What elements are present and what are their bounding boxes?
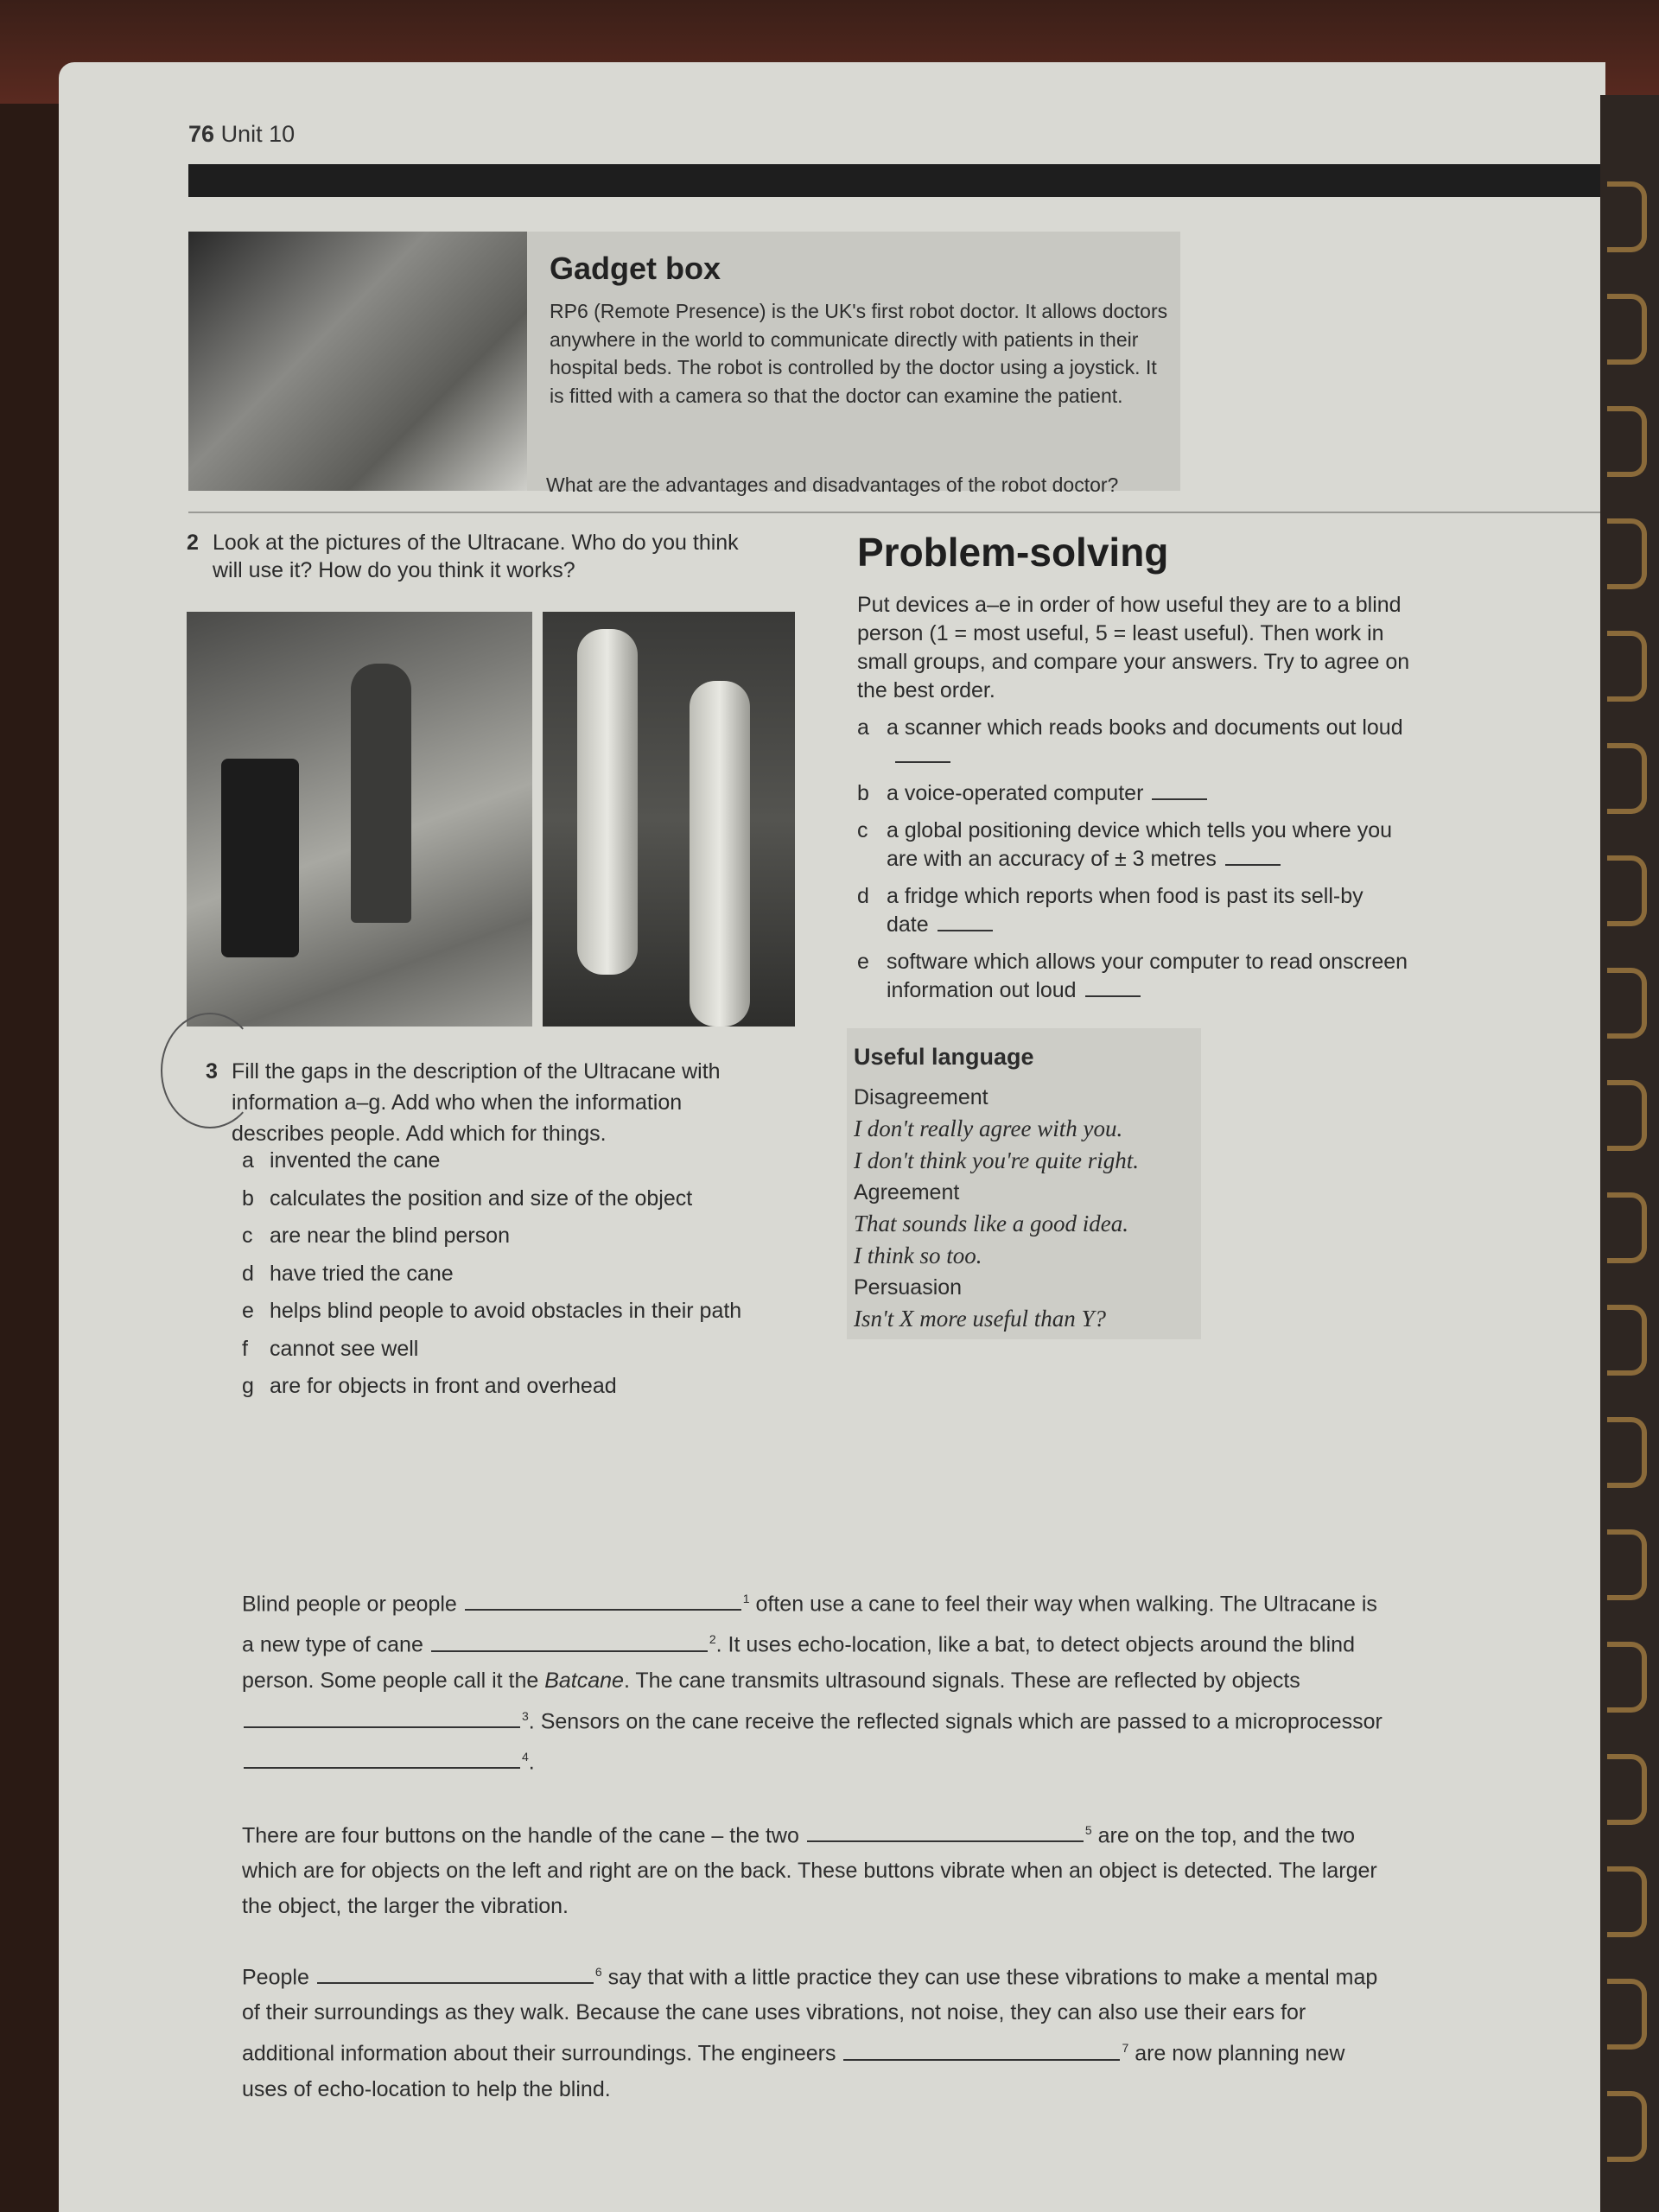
phrase: I think so too.	[854, 1243, 982, 1268]
gap-5[interactable]	[807, 1840, 1084, 1842]
exercise-3-line3: describes people. Add which for things.	[232, 1122, 607, 1146]
binding-ring	[1607, 1866, 1647, 1937]
text-span: . Sensors on the cane receive the reflected signals which are passed to a microprocessor	[528, 1708, 1382, 1733]
robot-doctor-photo	[188, 232, 527, 491]
running-head	[188, 121, 295, 148]
gap-number: 2	[709, 1632, 716, 1647]
blind-user-figure	[351, 664, 411, 923]
problem-solving-list	[857, 714, 1410, 1014]
gap-text-paragraph-2	[242, 1813, 1391, 1924]
phrase: I don't think you're quite right.	[854, 1147, 1139, 1173]
gap-number: 4	[522, 1749, 529, 1764]
phrase: Isn't X more useful than Y?	[854, 1306, 1107, 1332]
list-item	[242, 1180, 847, 1218]
exercise-3-line2: information a–g. Add who when the information	[232, 1090, 683, 1115]
exercise-2-number: 2	[187, 531, 199, 555]
gap-2[interactable]	[431, 1650, 708, 1652]
gap-number: 5	[1084, 1823, 1092, 1837]
binding-ring	[1607, 743, 1647, 814]
item-letter: e	[857, 950, 869, 974]
item-text: a scanner which reads books and documents out loud	[887, 715, 1403, 740]
binding-ring	[1607, 1979, 1647, 2050]
text-span: . The cane transmits ultrasound signals. These are reflected by objects	[623, 1668, 1300, 1693]
list-item	[242, 1293, 847, 1331]
item-text: a global positioning device which tells you where you are with an accuracy of ± 3 metres	[887, 818, 1393, 871]
binding-ring	[1607, 2091, 1647, 2162]
page-number: 76	[188, 121, 215, 147]
textbook-page	[59, 62, 1605, 2212]
ultracane-handles-photo	[543, 612, 795, 1027]
phrase: I don't really agree with you.	[854, 1116, 1123, 1141]
item-letter: a	[242, 1148, 254, 1173]
list-item	[242, 1217, 847, 1255]
gap-6[interactable]	[317, 1982, 594, 1984]
persuasion-heading: Persuasion	[854, 1275, 963, 1300]
list-item	[857, 948, 1410, 1005]
gap-7[interactable]	[843, 2059, 1120, 2061]
list-item	[242, 1255, 847, 1294]
binding-ring	[1607, 631, 1647, 702]
gap-3[interactable]	[244, 1726, 520, 1728]
gap-text-paragraph-1: Blind people or people $^1$ often use a cane to feel their way when walking. The Ultracane is a new type of cane $^2$. It uses echo-location, like a bat, to detect objects around the blind person. Some people call it the Batcane. The cane transmits ultrasound signals. These are reflected by objects $^3$. Sensors on the cane receive the reflected signals which are passed to a microprocessor $^4$.	[242, 1592, 1382, 1775]
item-text: are for objects in front and overhead	[270, 1374, 617, 1398]
binding-ring	[1607, 1529, 1647, 1600]
useful-language-body	[854, 1082, 1199, 1335]
header-bar	[188, 164, 1605, 197]
list-item	[857, 779, 1410, 808]
binding-ring	[1607, 1754, 1647, 1825]
agreement-heading: Agreement	[854, 1180, 960, 1205]
list-item	[242, 1368, 847, 1406]
answer-blank[interactable]	[1225, 864, 1281, 866]
item-text: invented the cane	[270, 1148, 441, 1173]
item-text: calculates the position and size of the object	[270, 1185, 693, 1211]
item-letter: f	[242, 1336, 248, 1361]
item-letter: c	[857, 818, 868, 842]
cane-handle-left	[577, 629, 638, 975]
text-span-italic: Batcane	[544, 1668, 624, 1693]
gap-number: 1	[742, 1592, 750, 1605]
gap-4[interactable]	[244, 1767, 520, 1769]
text-span: are on the top, and the two which are for objects on the left and right are on the back. These buttons vibrate when an object is detected. The larger the object, the larger the vibration.	[242, 1823, 1377, 1919]
text-span: There are four buttons on the handle of the cane – the two	[242, 1823, 799, 1848]
gap-number: 3	[522, 1708, 529, 1723]
gadget-box-question: What are the advantages and disadvantages of the robot doctor?	[546, 474, 1119, 496]
useful-language-title: Useful language	[854, 1044, 1034, 1070]
gap-1[interactable]	[465, 1609, 741, 1611]
binding-ring	[1607, 1305, 1647, 1376]
item-text: a voice-operated computer	[887, 781, 1144, 805]
exercise-3-number: 3	[206, 1059, 218, 1084]
disagreement-heading: Disagreement	[854, 1085, 988, 1109]
binding-ring	[1607, 181, 1647, 252]
item-text: are near the blind person	[270, 1224, 510, 1248]
gap-number: 6	[594, 1965, 602, 1979]
exercise-3	[206, 1056, 810, 1149]
exercise-3-options	[242, 1142, 847, 1406]
gap-text-paragraph-3	[242, 1955, 1391, 2107]
item-letter: a	[857, 715, 869, 740]
divider	[188, 512, 1605, 513]
text-span: People	[242, 1965, 309, 1990]
item-text: software which allows your computer to read onscreen information out loud	[887, 950, 1408, 1002]
text-span: say that with a little practice they can use these vibrations to make a mental map of their surroundings as they walk. Because the cane uses vibrations, not noise, they can also use their ears for additional information about their surroundings. The engineers	[242, 1965, 1378, 2066]
exercise-2-line1: Look at the pictures of the Ultracane. Who do you think	[213, 531, 739, 555]
item-letter: g	[242, 1374, 254, 1398]
spiral-binding	[1600, 95, 1659, 2212]
item-letter: d	[857, 884, 869, 908]
exercise-2-line2: will use it? How do you think it works?	[213, 558, 575, 582]
list-item	[857, 714, 1410, 771]
item-letter: b	[857, 781, 869, 805]
binding-ring	[1607, 1192, 1647, 1263]
text-span: often use a cane to feel their way when walking. The Ultracane is a new type of cane	[242, 1592, 1377, 1657]
unit-label: Unit 10	[220, 121, 296, 147]
list-item	[857, 817, 1410, 874]
gadget-box-title: Gadget box	[550, 251, 721, 286]
answer-blank[interactable]	[1085, 995, 1141, 997]
exercise-3-line1: Fill the gaps in the description of the Ultracane with	[232, 1059, 721, 1084]
item-letter: e	[242, 1299, 254, 1323]
item-letter: c	[242, 1224, 253, 1248]
answer-blank[interactable]	[895, 761, 950, 763]
list-item	[242, 1142, 847, 1180]
list-item	[857, 882, 1410, 939]
binding-ring	[1607, 855, 1647, 926]
text-span: are now planning new uses of echo-location to help the blind.	[242, 2041, 1345, 2101]
binding-ring	[1607, 1080, 1647, 1151]
item-text: a fridge which reports when food is past its sell-by date	[887, 884, 1363, 937]
phrase: That sounds like a good idea.	[854, 1211, 1128, 1236]
cane-handle-right	[690, 681, 750, 1027]
problem-solving-title: Problem-solving	[857, 530, 1169, 575]
item-text: have tried the cane	[270, 1261, 454, 1286]
list-item	[242, 1331, 847, 1369]
binding-ring	[1607, 294, 1647, 365]
item-text: cannot see well	[270, 1336, 419, 1361]
item-letter: d	[242, 1261, 254, 1286]
binding-ring	[1607, 406, 1647, 477]
binding-ring	[1607, 1417, 1647, 1488]
answer-blank[interactable]	[938, 930, 993, 931]
binding-ring	[1607, 1642, 1647, 1713]
item-letter: b	[242, 1185, 254, 1211]
text-span: Blind people or people	[242, 1592, 457, 1617]
answer-blank[interactable]	[1152, 798, 1207, 800]
item-text: helps blind people to avoid obstacles in their path	[270, 1299, 742, 1323]
ultracane-street-photo	[187, 612, 532, 1027]
exercise-2	[187, 529, 791, 584]
text-span: . It uses echo-location, like a bat, to detect objects around the blind person. Some people call it the	[242, 1632, 1355, 1693]
gadget-box-text: RP6 (Remote Presence) is the UK's first robot doctor. It allows doctors anywhere in the world to communicate directly with patients in their hospital beds. The robot is controlled by the doctor using a joystick. It is fitted with a camera so that the doctor can examine the patient.	[550, 300, 1168, 407]
problem-solving-intro: Put devices a–e in order of how useful they are to a blind person (1 = most useful, 5 = least useful). Then work in small groups, and compare your answers. Try to agree on the best order.	[857, 593, 1410, 702]
gap-number: 7	[1122, 2041, 1129, 2056]
litter-bin	[221, 759, 299, 957]
binding-ring	[1607, 518, 1647, 589]
binding-ring	[1607, 968, 1647, 1039]
